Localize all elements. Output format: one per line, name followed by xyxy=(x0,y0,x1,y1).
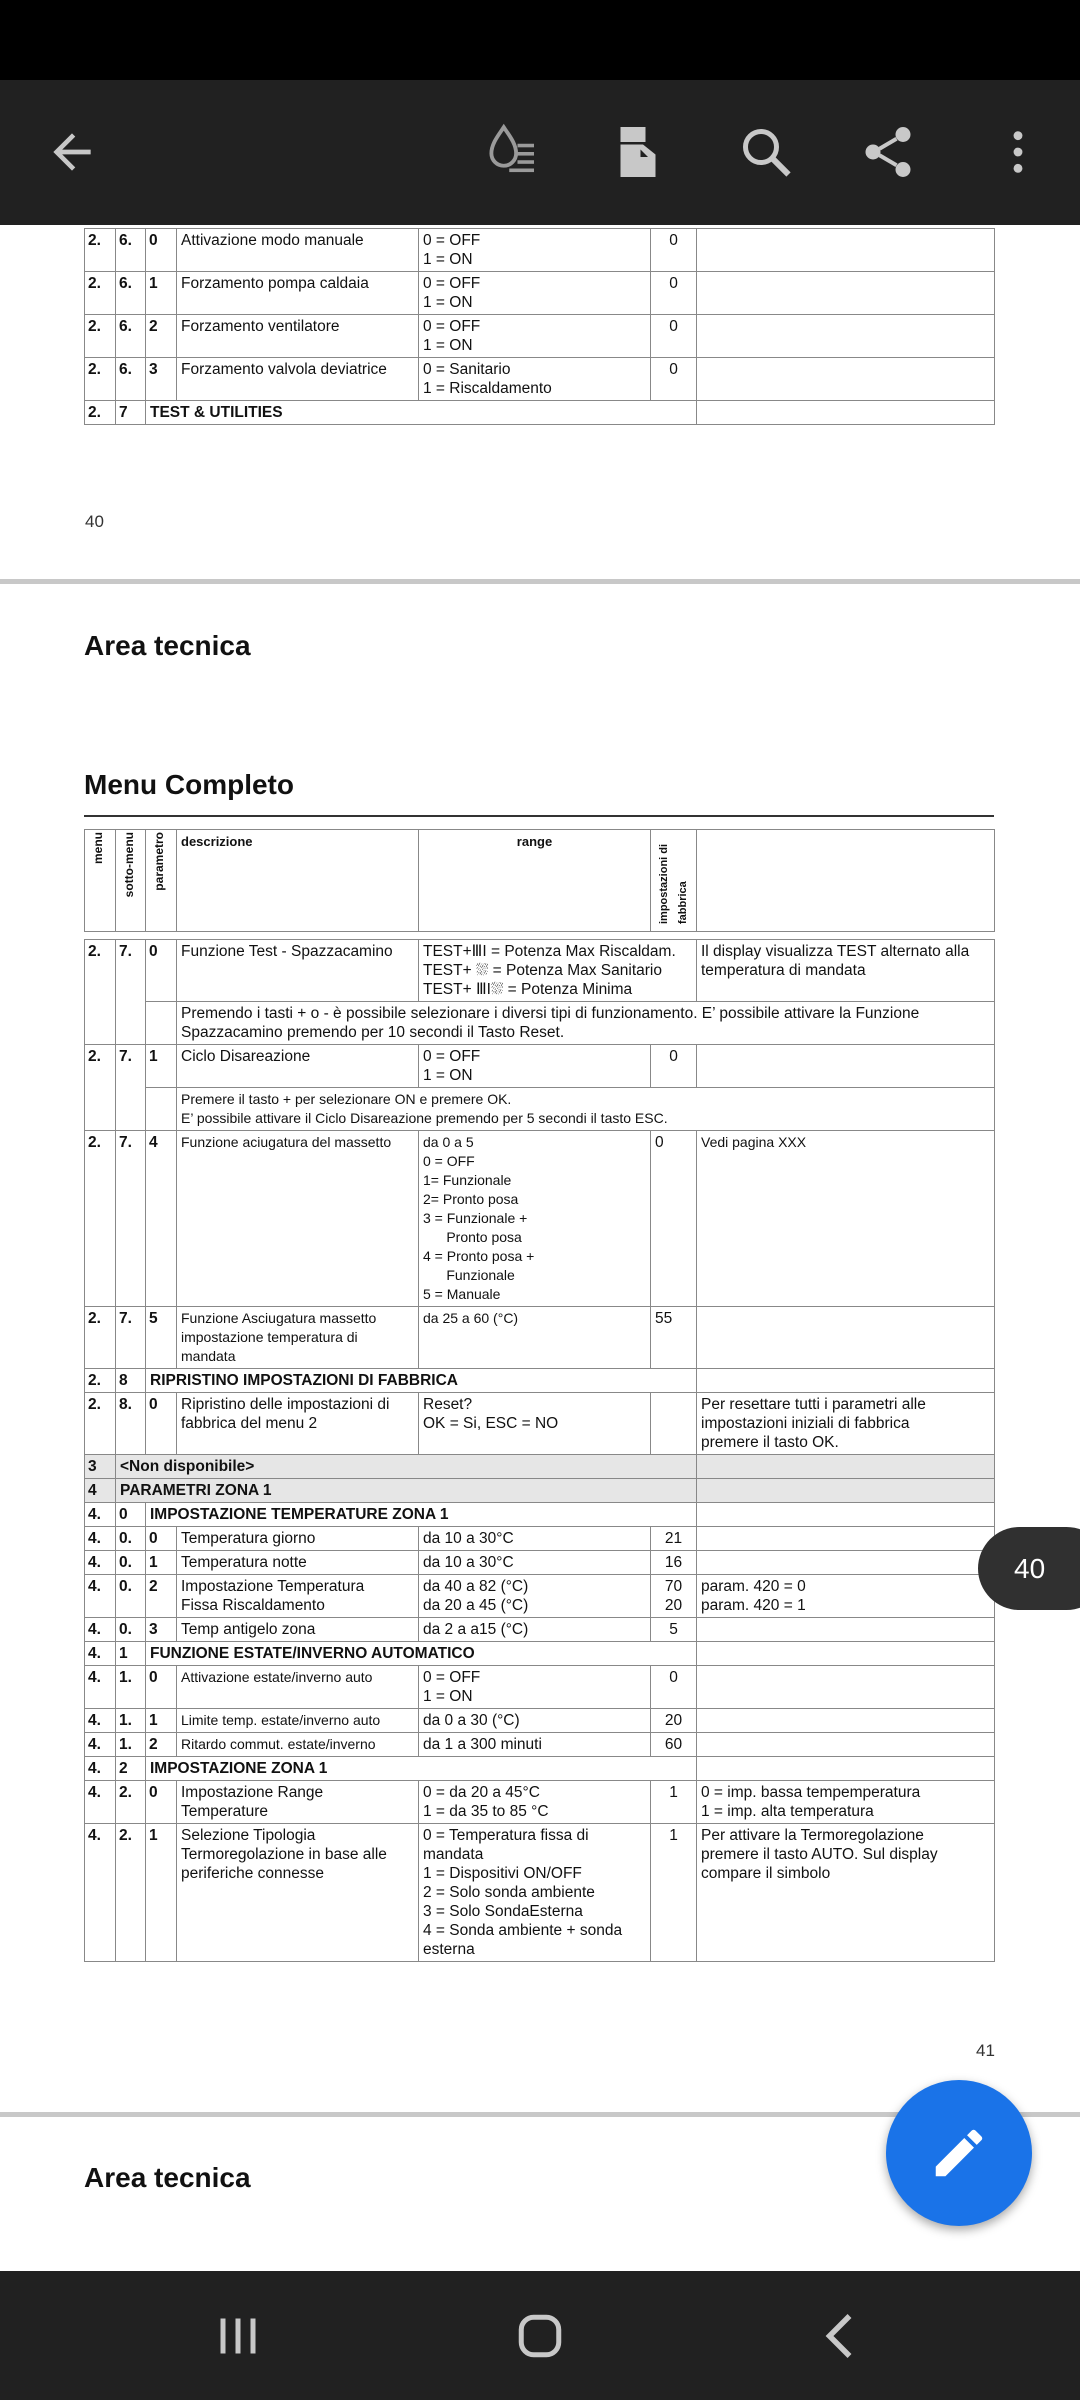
table-row xyxy=(85,1131,995,1307)
edit-pencil-icon xyxy=(928,2122,990,2184)
factory-cell: 0 xyxy=(651,1131,697,1307)
menu-cell: 4. xyxy=(85,1733,116,1757)
description-cell: Ciclo Disareazione xyxy=(177,1045,419,1088)
description-cell: Temperatura notte xyxy=(177,1551,419,1575)
menu-cell: 2. xyxy=(85,1131,116,1307)
table-row xyxy=(85,1666,995,1709)
menu-table xyxy=(84,939,995,1962)
title-underline xyxy=(84,815,994,817)
description-cell: Attivazione modo manuale xyxy=(177,229,419,272)
param-cell: 4 xyxy=(146,1131,177,1307)
section-title: <Non disponibile> xyxy=(116,1455,697,1479)
table-row xyxy=(85,229,995,272)
note-cell xyxy=(697,1757,995,1781)
section-title: IMPOSTAZIONE TEMPERATURE ZONA 1 xyxy=(146,1503,697,1527)
submenu-cell: 1. xyxy=(116,1733,146,1757)
menu-cell: 3 xyxy=(85,1455,116,1479)
table-row xyxy=(85,1527,995,1551)
param-cell: 0 xyxy=(146,229,177,272)
menu-cell: 4. xyxy=(85,1709,116,1733)
page-number: 40 xyxy=(85,512,104,531)
header-param: parametro xyxy=(146,830,177,932)
submenu-cell: 2. xyxy=(116,1781,146,1824)
page-separator xyxy=(0,579,1080,584)
header-row xyxy=(85,830,995,932)
menu-cell: 2. xyxy=(85,940,116,1045)
factory-cell: 0 xyxy=(651,1666,697,1709)
home-button[interactable] xyxy=(490,2296,590,2376)
description-cell: Selezione Tipologia Termoregolazione in base alle periferiche connesse xyxy=(177,1824,419,1962)
description-cell: Forzamento pompa caldaia xyxy=(177,272,419,315)
edit-fab-button[interactable] xyxy=(886,2080,1032,2226)
submenu-cell: 0. xyxy=(116,1618,146,1642)
submenu-cell: 1. xyxy=(116,1709,146,1733)
info-row xyxy=(85,1088,995,1131)
range-cell: Reset? OK = Si, ESC = NO xyxy=(419,1393,651,1455)
submenu-cell: 0. xyxy=(116,1575,146,1618)
table-row xyxy=(85,1551,995,1575)
note-cell xyxy=(697,1479,995,1503)
table-row xyxy=(85,1824,995,1962)
menu-cell: 2. xyxy=(85,1393,116,1455)
submenu-cell: 2. xyxy=(116,1824,146,1962)
description-cell: Funzione Test - Spazzacamino xyxy=(177,940,419,1002)
submenu-cell: 8. xyxy=(116,1393,146,1455)
range-cell: da 0 a 5 0 = OFF 1= Funzionale 2= Pronto posa 3 = Funzionale + Pronto posa 4 = Pronto posa + Funzionale 5 = Manuale xyxy=(419,1131,651,1307)
document-viewer[interactable] xyxy=(0,225,1080,2271)
range-cell: 0 = OFF 1 = ON xyxy=(419,229,651,272)
back-arrow-button[interactable] xyxy=(32,112,112,192)
submenu-cell: 0. xyxy=(116,1551,146,1575)
status-bar xyxy=(0,0,1080,80)
range-cell: 0 = Sanitario 1 = Riscaldamento xyxy=(419,358,651,401)
area-title: Area tecnica xyxy=(84,630,251,661)
header-menu: menu xyxy=(85,830,116,932)
submenu-cell: 7 xyxy=(116,401,146,425)
note-cell xyxy=(697,272,995,315)
description-cell: Temperatura giorno xyxy=(177,1527,419,1551)
submenu-cell: 1. xyxy=(116,1666,146,1709)
header-submenu: sotto-menu xyxy=(116,830,146,932)
back-nav-button[interactable] xyxy=(792,2296,892,2376)
section-row xyxy=(85,1642,995,1666)
range-cell: da 10 a 30°C xyxy=(419,1527,651,1551)
section-title: PARAMETRI ZONA 1 xyxy=(116,1479,697,1503)
empty-cell xyxy=(146,1088,177,1131)
table-row xyxy=(85,272,995,315)
menu-cell: 2. xyxy=(85,1307,116,1369)
note-cell xyxy=(697,1642,995,1666)
empty-cell xyxy=(146,1002,177,1045)
table-row xyxy=(85,358,995,401)
table-row xyxy=(85,1618,995,1642)
table-row xyxy=(85,1733,995,1757)
section-row xyxy=(85,1479,995,1503)
factory-cell xyxy=(651,1393,697,1455)
description-cell: Attivazione estate/inverno auto xyxy=(177,1666,419,1709)
menu-cell: 4 xyxy=(85,1479,116,1503)
menu-cell: 2. xyxy=(85,1045,116,1131)
more-icon xyxy=(990,124,1046,180)
table-row xyxy=(85,315,995,358)
note-cell xyxy=(697,358,995,401)
param-cell: 2 xyxy=(146,1575,177,1618)
page-number: 41 xyxy=(976,2041,995,2060)
section-row xyxy=(85,1455,995,1479)
note-cell: 0 = imp. bassa tempemperatura 1 = imp. alta temperatura xyxy=(697,1781,995,1824)
menu-cell: 4. xyxy=(85,1757,116,1781)
menu-cell: 4. xyxy=(85,1666,116,1709)
range-cell: 0 = Temperatura fissa di mandata 1 = Dispositivi ON/OFF 2 = Solo sonda ambiente 3 = Solo SondaEsterna 4 = Sonda ambiente + sonda esterna xyxy=(419,1824,651,1962)
note-cell xyxy=(697,1709,995,1733)
submenu-cell: 7. xyxy=(116,1131,146,1307)
top-toolbar xyxy=(0,80,1080,225)
section-row xyxy=(85,1369,995,1393)
param-cell: 2 xyxy=(146,1733,177,1757)
table-row xyxy=(85,1045,995,1088)
menu-cell: 2. xyxy=(85,358,116,401)
description-cell: Forzamento ventilatore xyxy=(177,315,419,358)
menu-cell: 4. xyxy=(85,1618,116,1642)
home-icon xyxy=(510,2306,570,2366)
note-cell xyxy=(697,401,995,425)
param-cell: 5 xyxy=(146,1307,177,1369)
menu-cell: 2. xyxy=(85,272,116,315)
submenu-cell: 6. xyxy=(116,272,146,315)
note-cell xyxy=(697,1455,995,1479)
menu-header-table xyxy=(84,829,995,932)
submenu-cell: 7. xyxy=(116,1307,146,1369)
share-button[interactable] xyxy=(848,112,928,192)
menu-cell: 4. xyxy=(85,1824,116,1962)
param-cell: 0 xyxy=(146,1666,177,1709)
factory-cell: 0 xyxy=(651,229,697,272)
description-cell: Funzione aciugatura del massetto xyxy=(177,1131,419,1307)
note-cell xyxy=(697,1307,995,1369)
note-cell xyxy=(697,315,995,358)
section-row xyxy=(85,401,995,425)
header-description: descrizione xyxy=(177,830,419,932)
back-arrow-icon xyxy=(44,124,100,180)
submenu-cell: 7. xyxy=(116,940,146,1045)
factory-cell: 60 xyxy=(651,1733,697,1757)
page-indicator-badge: 40 xyxy=(978,1527,1080,1610)
table-row xyxy=(85,1307,995,1369)
header-factory: impostazioni di fabbrica xyxy=(651,830,697,932)
range-cell: TEST+ⅢI = Potenza Max Riscaldam. TEST+ ⛆ = Potenza Max Sanitario TEST+ ⅢI⛆ = Potenza Minima xyxy=(419,940,697,1002)
param-cell: 1 xyxy=(146,1824,177,1962)
factory-cell: 0 xyxy=(651,358,697,401)
section-title: FUNZIONE ESTATE/INVERNO AUTOMATICO xyxy=(146,1642,697,1666)
range-cell: da 10 a 30°C xyxy=(419,1551,651,1575)
back-icon xyxy=(812,2306,872,2366)
factory-cell: 1 xyxy=(651,1781,697,1824)
menu-cell: 2. xyxy=(85,315,116,358)
range-cell: da 2 a a15 (°C) xyxy=(419,1618,651,1642)
description-cell: Impostazione Temperatura Fissa Riscaldamento xyxy=(177,1575,419,1618)
recent-apps-icon xyxy=(208,2306,268,2366)
submenu-cell: 6. xyxy=(116,358,146,401)
submenu-cell: 0 xyxy=(116,1503,146,1527)
reading-mode-button[interactable] xyxy=(472,112,552,192)
note-cell: Vedi pagina XXX xyxy=(697,1131,995,1307)
table-row xyxy=(85,1781,995,1824)
param-cell: 0 xyxy=(146,1781,177,1824)
range-cell: 0 = OFF 1 = ON xyxy=(419,1666,651,1709)
note-cell xyxy=(697,229,995,272)
search-button[interactable] xyxy=(726,112,806,192)
table-row xyxy=(85,940,995,1002)
note-cell xyxy=(697,1045,995,1088)
area-title: Area tecnica xyxy=(84,2162,251,2193)
submenu-cell: 1 xyxy=(116,1642,146,1666)
note-cell xyxy=(697,1618,995,1642)
range-cell: da 40 a 82 (°C) da 20 a 45 (°C) xyxy=(419,1575,651,1618)
document-button[interactable] xyxy=(598,112,678,192)
range-cell: 0 = OFF 1 = ON xyxy=(419,1045,651,1088)
table-row xyxy=(85,1709,995,1733)
note-cell xyxy=(697,1733,995,1757)
header-range: range xyxy=(419,830,651,932)
menu-cell: 4. xyxy=(85,1642,116,1666)
factory-cell: 5 xyxy=(651,1618,697,1642)
range-cell: da 0 a 30 (°C) xyxy=(419,1709,651,1733)
page40-table xyxy=(84,228,995,425)
param-cell: 0 xyxy=(146,1393,177,1455)
menu-cell: 2. xyxy=(85,401,116,425)
factory-cell: 0 xyxy=(651,272,697,315)
section-title: RIPRISTINO IMPOSTAZIONI DI FABBRICA xyxy=(146,1369,697,1393)
menu-cell: 4. xyxy=(85,1551,116,1575)
recent-apps-button[interactable] xyxy=(188,2296,288,2376)
description-cell: Impostazione Range Temperature xyxy=(177,1781,419,1824)
menu-cell: 4. xyxy=(85,1575,116,1618)
info-cell: Premere il tasto + per selezionare ON e premere OK. E’ possibile attivare il Ciclo Disareazione premendo per 5 secondi il tasto ESC. xyxy=(177,1088,995,1131)
factory-cell: 20 xyxy=(651,1709,697,1733)
range-cell: da 1 a 300 minuti xyxy=(419,1733,651,1757)
submenu-cell: 0. xyxy=(116,1527,146,1551)
range-cell: 0 = da 20 a 45°C 1 = da 35 to 85 °C xyxy=(419,1781,651,1824)
share-icon xyxy=(858,122,918,182)
range-cell: da 25 a 60 (°C) xyxy=(419,1307,651,1369)
note-cell xyxy=(697,1369,995,1393)
submenu-cell: 6. xyxy=(116,315,146,358)
param-cell: 1 xyxy=(146,272,177,315)
note-cell: Per attivare la Termoregolazione premere il tasto AUTO. Sul display compare il simbolo xyxy=(697,1824,995,1962)
param-cell: 1 xyxy=(146,1045,177,1088)
note-cell: Per resettare tutti i parametri alle impostazioni iniziali di fabbrica premere il tasto OK. xyxy=(697,1393,995,1455)
description-cell: Temp antigelo zona xyxy=(177,1618,419,1642)
param-cell: 1 xyxy=(146,1709,177,1733)
factory-cell: 21 xyxy=(651,1527,697,1551)
table-row xyxy=(85,1575,995,1618)
header-notes xyxy=(697,830,995,932)
info-row xyxy=(85,1002,995,1045)
description-cell: Ripristino delle impostazioni di fabbrica del menu 2 xyxy=(177,1393,419,1455)
section-title: IMPOSTAZIONE ZONA 1 xyxy=(146,1757,697,1781)
menu-cell: 4. xyxy=(85,1527,116,1551)
factory-cell: 55 xyxy=(651,1307,697,1369)
note-cell: Il display visualizza TEST alternato alla temperatura di mandata xyxy=(697,940,995,1002)
factory-cell: 0 xyxy=(651,315,697,358)
menu-cell: 2. xyxy=(85,229,116,272)
factory-cell: 16 xyxy=(651,1551,697,1575)
description-cell: Forzamento valvola deviatrice xyxy=(177,358,419,401)
menu-cell: 2. xyxy=(85,1369,116,1393)
submenu-cell: 6. xyxy=(116,229,146,272)
param-cell: 3 xyxy=(146,358,177,401)
range-cell: 0 = OFF 1 = ON xyxy=(419,272,651,315)
menu-title: Menu Completo xyxy=(84,769,294,800)
param-cell: 3 xyxy=(146,1618,177,1642)
note-cell xyxy=(697,1551,995,1575)
param-cell: 2 xyxy=(146,315,177,358)
note-cell xyxy=(697,1503,995,1527)
description-cell: Limite temp. estate/inverno auto xyxy=(177,1709,419,1733)
param-cell: 0 xyxy=(146,1527,177,1551)
table-row xyxy=(85,1393,995,1455)
section-row xyxy=(85,1757,995,1781)
info-cell: Premendo i tasti + o - è possibile selezionare i diversi tipi di funzionamento. E’ possibile attivare la Funzione Spazzacamino premendo per 10 secondi il Tasto Reset. xyxy=(177,1002,995,1045)
document-icon xyxy=(608,122,668,182)
more-options-button[interactable] xyxy=(978,112,1058,192)
submenu-cell: 7. xyxy=(116,1045,146,1131)
range-cell: 0 = OFF 1 = ON xyxy=(419,315,651,358)
description-cell: Ritardo commut. estate/inverno xyxy=(177,1733,419,1757)
description-cell: Funzione Asciugatura massetto impostazione temperatura di mandata xyxy=(177,1307,419,1369)
note-cell xyxy=(697,1527,995,1551)
reading-mode-icon xyxy=(479,119,545,185)
factory-cell: 1 xyxy=(651,1824,697,1962)
navigation-bar xyxy=(0,2271,1080,2400)
factory-cell: 70 20 xyxy=(651,1575,697,1618)
submenu-cell: 8 xyxy=(116,1369,146,1393)
note-cell: param. 420 = 0 param. 420 = 1 xyxy=(697,1575,995,1618)
menu-cell: 4. xyxy=(85,1781,116,1824)
section-title: TEST & UTILITIES xyxy=(146,401,697,425)
menu-cell: 4. xyxy=(85,1503,116,1527)
note-cell xyxy=(697,1666,995,1709)
section-row xyxy=(85,1503,995,1527)
param-cell: 1 xyxy=(146,1551,177,1575)
submenu-cell: 2 xyxy=(116,1757,146,1781)
param-cell: 0 xyxy=(146,940,177,1002)
factory-cell: 0 xyxy=(651,1045,697,1088)
search-icon xyxy=(736,122,796,182)
